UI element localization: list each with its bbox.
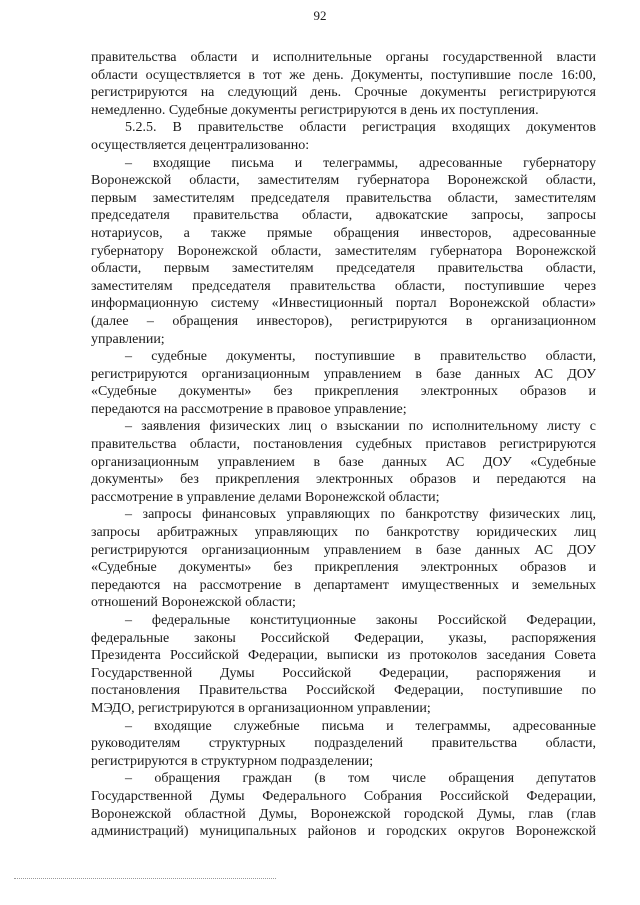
text-line: информационную систему «Инвестиционный портал Воронежской области» bbox=[91, 296, 596, 312]
text-line: заместителям председателя правительства области, поступившие через bbox=[91, 278, 596, 294]
text-line: (далее – обращения инвесторов), регистрируются в организационном bbox=[91, 313, 596, 329]
text-line: регистрируются организационным управлением в базе данных АС ДОУ bbox=[91, 542, 596, 558]
text-line: администраций) муниципальных районов и городских округов Воронежской bbox=[91, 824, 596, 840]
text-line: организационным управлением в базе данных АС ДОУ «Судебные bbox=[91, 454, 596, 470]
text-line: – запросы финансовых управляющих по банкротству физических лиц, bbox=[125, 507, 596, 523]
text-line: нотариусов, а также прямые обращения инвесторов, адресованные bbox=[91, 225, 596, 241]
text-line: – входящие письма и телеграммы, адресованные губернатору bbox=[125, 155, 596, 171]
text-line: «Судебные документы» без прикрепления электронных образов и bbox=[91, 560, 596, 576]
text-line: области, первым заместителям председателя правительства области, bbox=[91, 261, 596, 277]
text-line: «Судебные документы» без прикрепления электронных образов и bbox=[91, 384, 596, 400]
text-line: управлении; bbox=[91, 331, 165, 347]
paragraph-clause-5-2-5 bbox=[91, 119, 596, 154]
list-item-individual-claims bbox=[91, 418, 596, 506]
document-body bbox=[91, 49, 596, 841]
text-line: немедленно. Судебные документы регистрируются в день их поступления. bbox=[91, 102, 539, 118]
text-line: Государственной Думы Федерального Собрания Российской Федерации, bbox=[91, 788, 596, 804]
text-line: председателя правительства области, адвокатские запросы, запросы bbox=[91, 208, 596, 224]
text-line: отношений Воронежской области; bbox=[91, 595, 296, 611]
text-line: губернатору Воронежской области, заместителям губернатора Воронежской bbox=[91, 243, 596, 259]
text-line: Воронежской областной Думы, Воронежской городской Думы, глав (глав bbox=[91, 806, 596, 822]
text-line: регистрируются на следующий день. Срочные документы регистрируются bbox=[91, 85, 596, 101]
text-line: запросы арбитражных управляющих по банкротству юридических лиц bbox=[91, 525, 596, 541]
text-line: руководителям структурных подразделений правительства области, bbox=[91, 736, 596, 752]
page-number: 92 bbox=[313, 8, 327, 23]
text-line: регистрируются организационным управлением в базе данных АС ДОУ bbox=[91, 366, 596, 382]
list-item-service-letters bbox=[91, 718, 596, 771]
text-line: постановления Правительства Российской Федерации, поступившие по bbox=[91, 683, 596, 699]
text-line: – входящие служебные письма и телеграммы, адресованные bbox=[125, 718, 596, 734]
text-line: – заявления физических лиц о взыскании по исполнительному листу с bbox=[125, 419, 596, 435]
text-line: передаются на рассмотрение в департамент имущественных и земельных bbox=[91, 577, 596, 593]
text-line: Воронежской области, заместителям губернатора Воронежской области, bbox=[91, 173, 596, 189]
text-line: Государственной Думы Российской Федерации, распоряжения и bbox=[91, 665, 596, 681]
text-line: МЭДО, регистрируются в организационном управлении; bbox=[91, 700, 431, 716]
list-item-citizen-appeals bbox=[91, 770, 596, 840]
text-line: передаются на рассмотрение в правовое управление; bbox=[91, 401, 407, 417]
text-line: – обращения граждан (в том числе обращения депутатов bbox=[125, 771, 596, 787]
text-line: правительства области, постановления судебных приставов регистрируются bbox=[91, 437, 596, 453]
text-line: области осуществляется в тот же день. Документы, поступившие после 16:00, bbox=[91, 67, 596, 83]
list-item-court-documents bbox=[91, 348, 596, 418]
footer-divider bbox=[14, 878, 276, 879]
paragraph-registration-timing bbox=[91, 49, 596, 119]
text-line: первым заместителям председателя правительства области, заместителям bbox=[91, 190, 596, 206]
text-line: 5.2.5. В правительстве области регистрация входящих документов bbox=[125, 120, 596, 136]
list-item-incoming-letters bbox=[91, 155, 596, 349]
text-line: документы» без прикрепления электронных образов и передаются на bbox=[91, 472, 596, 488]
text-line: Президента Российской Федерации, выписки из протоколов заседания Совета bbox=[91, 648, 596, 664]
text-line: федеральные законы Российской Федерации, указы, распоряжения bbox=[91, 630, 596, 646]
text-line: рассмотрение в управление делами Воронежской области; bbox=[91, 489, 440, 505]
text-line: правительства области и исполнительные органы государственной власти bbox=[91, 50, 596, 65]
text-line: – судебные документы, поступившие в правительство области, bbox=[125, 349, 596, 365]
text-line: осуществляется децентрализованно: bbox=[91, 137, 310, 153]
text-line: регистрируются в структурном подразделении; bbox=[91, 753, 374, 769]
text-line: – федеральные конституционные законы Российской Федерации, bbox=[125, 613, 596, 628]
list-item-bankruptcy-requests bbox=[91, 506, 596, 612]
list-item-federal-laws bbox=[91, 612, 596, 718]
